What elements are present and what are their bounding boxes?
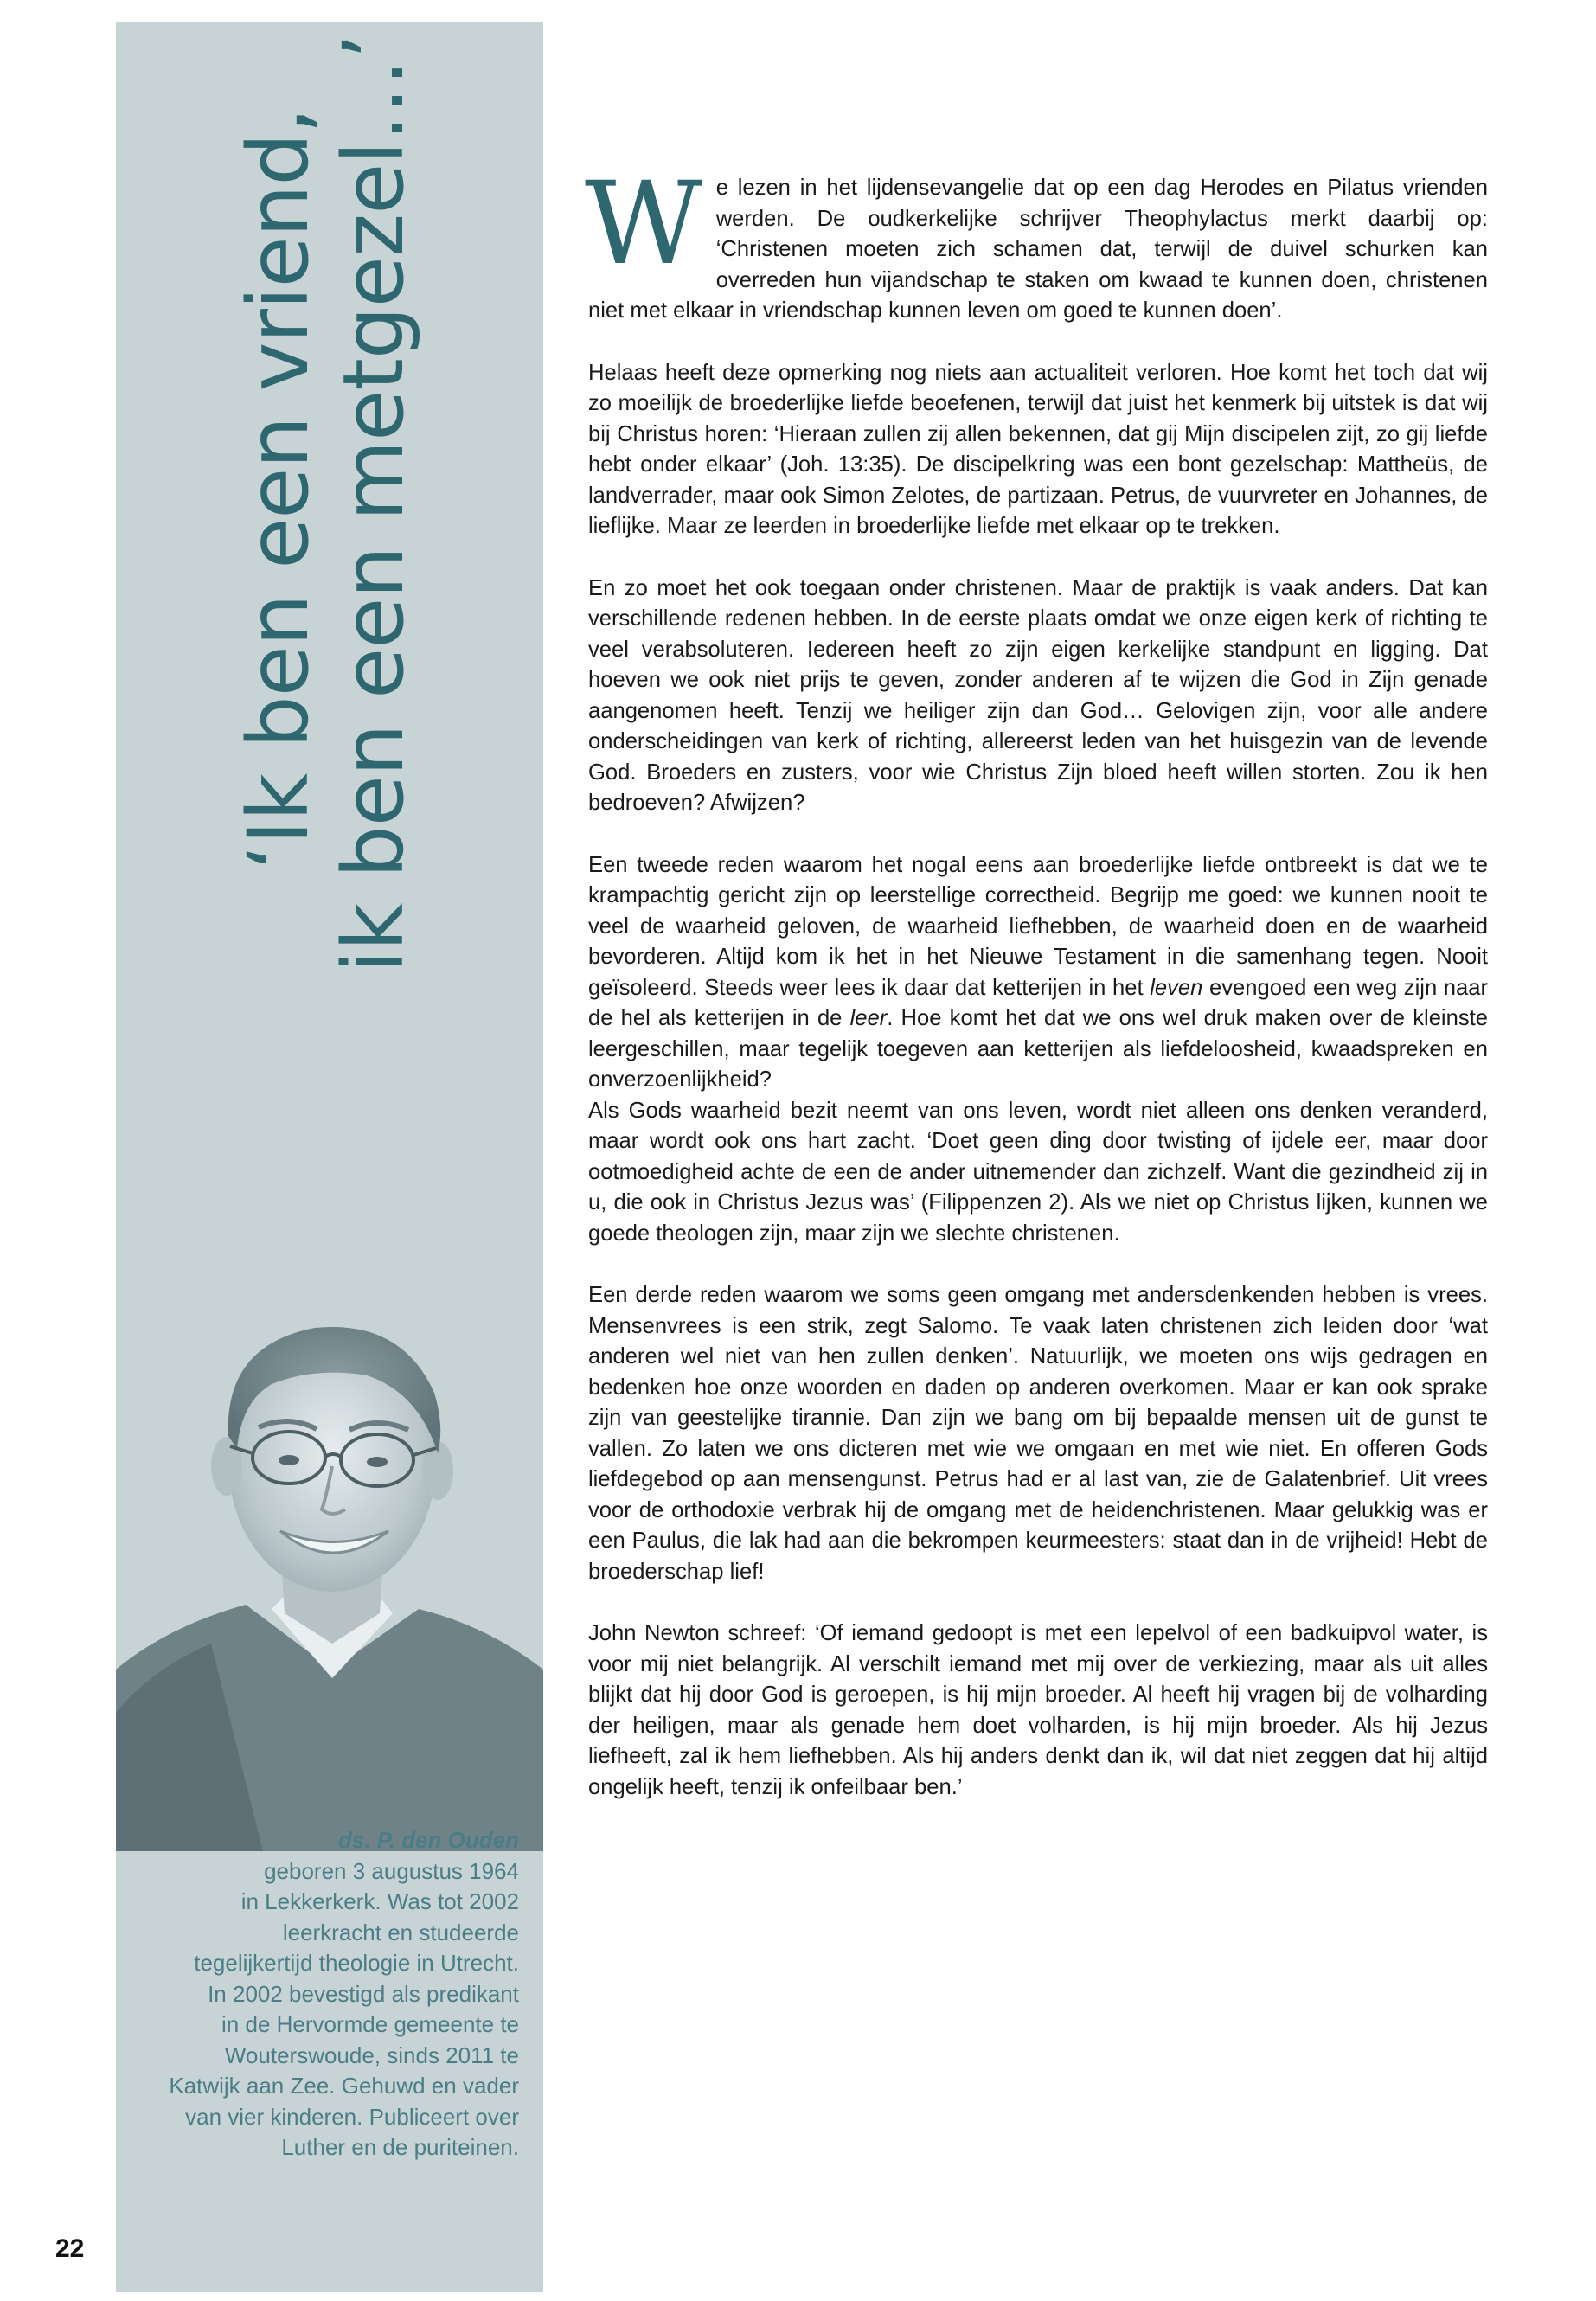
drop-cap: W xyxy=(585,157,702,291)
paragraph-4-text-b: evengoed een weg zijn naar de hel als ketterijen in de xyxy=(588,975,1488,1030)
caption-line: in Lekkerkerk. Was tot 2002 xyxy=(240,1888,519,1914)
page-number: 22 xyxy=(55,2234,85,2263)
caption-line: Katwijk aan Zee. Gehuwd en vader xyxy=(169,2073,519,2099)
paragraph-1 xyxy=(585,157,1488,327)
caption-line: In 2002 bevestigd als predikant xyxy=(208,1980,519,2007)
paragraph-6: Een derde reden waarom we soms geen omgang met andersdenkenden hebben is vrees. Mensenvrees is een strik, zegt Salomo. Te vaak laten christenen zich leiden door ‘wat anderen wel niet van hen zullen denken’. Natuurlijk, we moeten ons wijs gedragen en bedenken hoe onze woorden en daden op anderen overkomen. Maar er kan ook sprake zijn van geestelijke tirannie. Dan zijn we bang om bij bepaalde mensen uit de gunst te vallen. Zo laten we ons dicteren met wie we omgaan en met wie niet. En offeren Gods liefdegebod op aan mensengunst. Petrus had er al last van, zie de Galatenbrief. Uit vrees voor de orthodoxie verbrak hij de omgang met de heidenchristenen. Maar gelukkig was er een Paulus, die lak had aan die bekrompen keurmeesters: staat dan in de vrijheid! Hebt de broederschap lief! xyxy=(588,1283,1488,1584)
article-title xyxy=(230,34,447,973)
author-portrait xyxy=(116,1263,543,1851)
caption-line: tegelijkertijd theologie in Utrecht. xyxy=(194,1950,519,1976)
paragraph-1-text: e lezen in het lijdensevangelie dat op een dag Herodes en Pilatus vrienden werden. De oudkerkelijke schrijver Theophylactus merkt daarbij op: ‘Christenen moeten zich schamen dat, terwijl de duivel schurken kan overreden hun vijandschap te staken om kwaad te kunnen doen, christenen niet met elkaar in vriendschap kunnen leven om goed te kunnen doen’. xyxy=(588,176,1488,323)
caption-line: leerkracht en studeerde xyxy=(282,1919,519,1945)
caption-line: Luther en de puriteinen. xyxy=(281,2134,519,2160)
author-caption xyxy=(116,1825,519,2163)
title-line-1: ‘Ik ben een vriend, xyxy=(230,108,327,871)
article-body xyxy=(585,157,1488,1803)
caption-line: Wouterswoude, sinds 2011 te xyxy=(224,2041,519,2068)
paragraph-4-text-c: . Hoe komt het dat we ons wel druk maken over de kleinste leergeschillen, maar tegelijk toegeven aan ketterijen als liefdeloosheid, kwaadspreken en onverzoenlijkheid? xyxy=(588,1006,1488,1092)
paragraph-4 xyxy=(588,850,1488,1096)
author-name: ds. P. den Ouden xyxy=(337,1827,519,1853)
paragraph-4-text-a: Een tweede reden waarom het nogal eens aan broederlijke liefde ontbreekt is dat we te krampachtig gericht zijn op leerstellige correctheid. Begrijp me goed: we kunnen nooit te veel de waarheid geloven, de waarheid liefhebben, de waarheid doen en de waarheid bevorderen. Altijd kom ik het in het Nieuwe Testament in die samenhang tegen. Nooit geïsoleerd. Steeds weer lees ik daar dat ketterijen in het xyxy=(588,852,1488,1000)
caption-line: van vier kinderen. Publiceert over xyxy=(185,2103,519,2130)
title-line-2: ik ben een metgezel…’ xyxy=(325,34,422,973)
emphasis-leer: leer xyxy=(849,1006,888,1030)
paragraph-3: En zo moet het ook toegaan onder christenen. Maar de praktijk is vaak anders. Dat kan verschillende redenen hebben. In de eerste plaats omdat we onze eigen kerk of richting te veel verabsoluteren. Iedereen heeft zo zijn eigen kerkelijke standpunt en ligging. Dat hoeven we ook niet prijs te geven, zonder anderen af te wijzen die God in Zijn genade aangenomen heeft. Tenzij we heiliger zijn dan God… Gelovigen zijn, voor alle andere onderscheidingen van kerk of richting, allereerst leden van het huisgezin van de levende God. Broeders en zusters, voor wie Christus Zijn bloed heeft willen storten. Zou ik hen bedroeven? Afwijzen? xyxy=(588,575,1488,815)
caption-line: geboren 3 augustus 1964 xyxy=(264,1857,519,1884)
caption-line: in de Hervormde gemeente te xyxy=(221,2011,519,2037)
paragraph-7: John Newton schreef: ‘Of iemand gedoopt is met een lepelvol of een badkuipvol water, is voor mij niet belangrijk. Al verschilt iemand met mij over de verkiezing, maar als uit alles blijkt dat hij door God is geroepen, is hij mijn broeder. Al heeft hij vragen bij de volharding der heiligen, maar als genade hem doet volharden, is hij mijn broeder. Als hij Jezus liefheeft, zal ik hem liefhebben. Als hij anders denkt dan ik, wil dat niet zeggen dat hij altijd ongelijk heeft, tenzij ik onfeilbaar ben.’ xyxy=(588,1621,1488,1799)
emphasis-leven: leven xyxy=(1150,975,1203,1000)
paragraph-5: Als Gods waarheid bezit neemt van ons leven, wordt niet alleen ons denken veranderd, maar wordt ook ons hart zacht. ‘Doet geen ding door twisting of ijdele eer, maar door ootmoedigheid achte de een de ander uitnemender dan zichzelf. Want die gezindheid zij in u, die ook in Christus Jezus was’ (Filippenzen 2). Als we niet op Christus lijken, kunnen we goede theologen zijn, maar zijn we slechte christenen. xyxy=(588,1098,1488,1246)
paragraph-2: Helaas heeft deze opmerking nog niets aan actualiteit verloren. Hoe komt het toch dat wij zo moeilijk de broederlijke liefde beoefenen, terwijl dat juist het kenmerk bij uitstek is dat wij bij Christus horen: ‘Hieraan zullen zij allen bekennen, dat gij Mijn discipelen zijt, zo gij liefde hebt onder elkaar’ (Joh. 13:35). De discipelkring was een bont gezelschap: Mattheüs, de landverrader, maar ook Simon Zelotes, de partizaan. Petrus, de vuurvreter en Johannes, de lieflijke. Maar ze leerden in broederlijke liefde met elkaar op te trekken. xyxy=(588,360,1488,538)
